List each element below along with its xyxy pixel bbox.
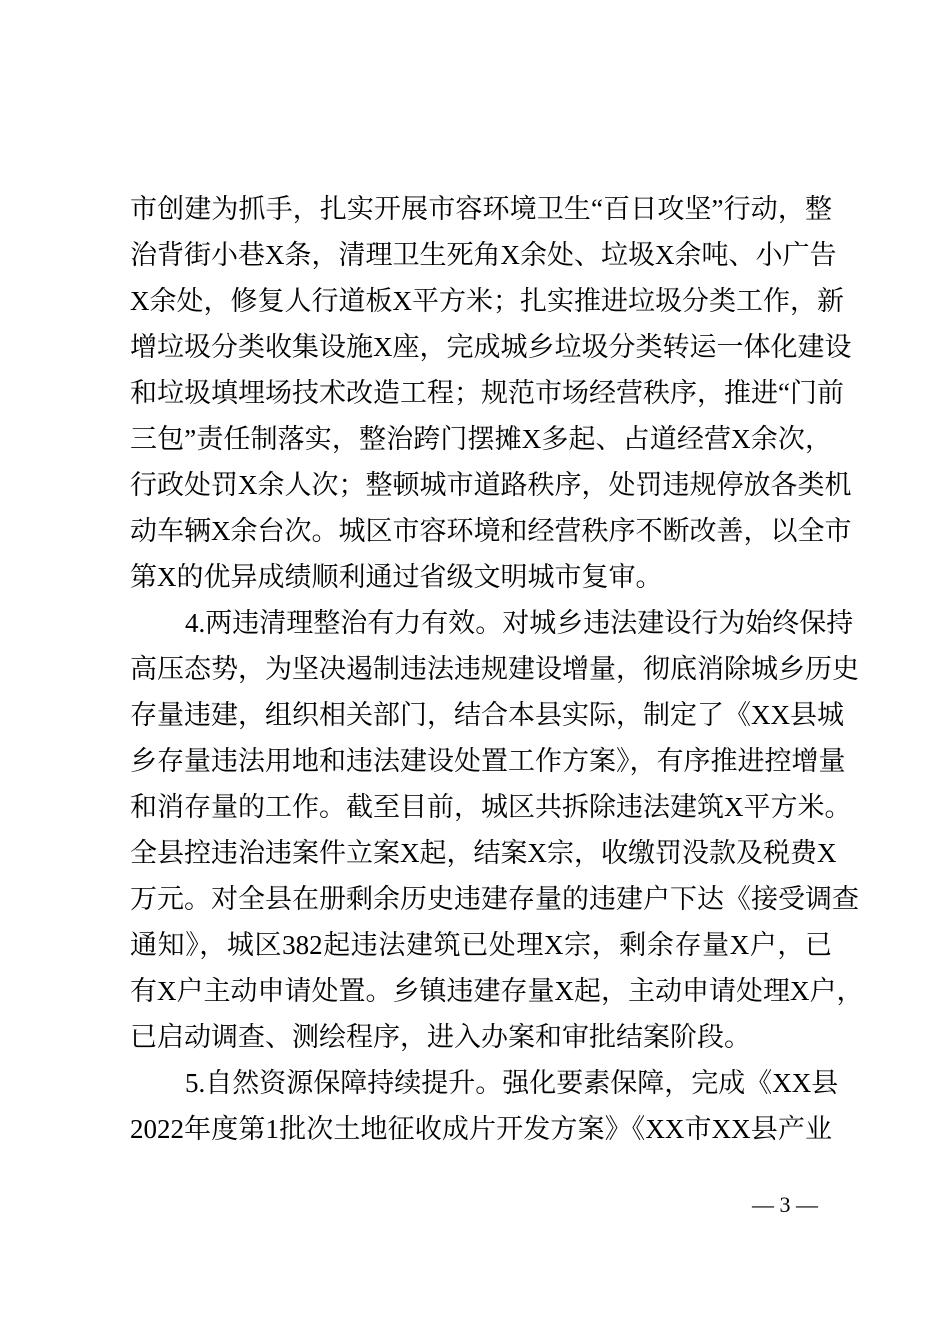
text-line: 市创建为抓手，扎实开展市容环境卫生“百日攻坚”行动，整	[130, 194, 832, 224]
text-line: 全县控违治违案件立案X起，结案X宗，收缴罚没款及税费X	[130, 838, 837, 868]
text-line: 已启动调查、测绘程序，进入办案和审批结案阶段。	[130, 1022, 751, 1052]
text-line: 5.自然资源保障持续提升。强化要素保障，完成《XX县	[185, 1068, 839, 1098]
text-line: X余处，修复人行道板X平方米；扎实推进垃圾分类工作，新	[130, 286, 844, 316]
text-line: 第X的优异成绩顺利通过省级文明城市复审。	[130, 562, 663, 592]
text-line: 动车辆X余台次。城区市容环境和经营秩序不断改善，以全市	[130, 516, 852, 546]
text-line: 治背街小巷X条，清理卫生死角X余处、垃圾X余吨、小广告	[130, 240, 837, 270]
text-line: 行政处罚X余人次；整顿城市道路秩序，处罚违规停放各类机	[130, 470, 852, 500]
text-line: 通知》，城区382起违法建筑已处理X宗，剩余存量X户，已	[130, 930, 832, 960]
paragraph	[130, 186, 852, 600]
text-line: 万元。对全县在册剩余历史违建存量的违建户下达《接受调查	[130, 884, 859, 914]
text-line: 增垃圾分类收集设施X座，完成城乡垃圾分类转运一体化建设	[130, 332, 852, 362]
text-line: 乡存量违法用地和违法建设处置工作方案》，有序推进控增量	[130, 746, 846, 776]
paragraph	[130, 600, 864, 1060]
text-line: 和垃圾填埋场技术改造工程；规范市场经营秩序，推进“门前	[130, 378, 844, 408]
paragraph	[130, 1060, 839, 1152]
text-line: 2022年度第1批次土地征收成片开发方案》《XX市XX县产业	[130, 1114, 832, 1144]
text-line: 存量违建，组织相关部门，结合本县实际，制定了《XX县城	[130, 700, 844, 730]
text-line: 有X户主动申请处置。乡镇违建存量X起，主动申请处理X户，	[130, 976, 864, 1006]
text-line: 高压态势，为坚决遏制违法违规建设增量，彻底消除城乡历史	[130, 654, 859, 684]
document-body	[130, 186, 864, 1152]
text-line: 和消存量的工作。截至目前，城区共拆除违法建筑X平方米。	[130, 792, 852, 822]
page-number: — 3 —	[752, 1192, 818, 1217]
text-line: 4.两违清理整治有力有效。对城乡违法建设行为始终保持	[185, 608, 854, 638]
text-line: 三包”责任制落实，整治跨门摆摊X多起、占道经营X余次，	[130, 424, 832, 454]
